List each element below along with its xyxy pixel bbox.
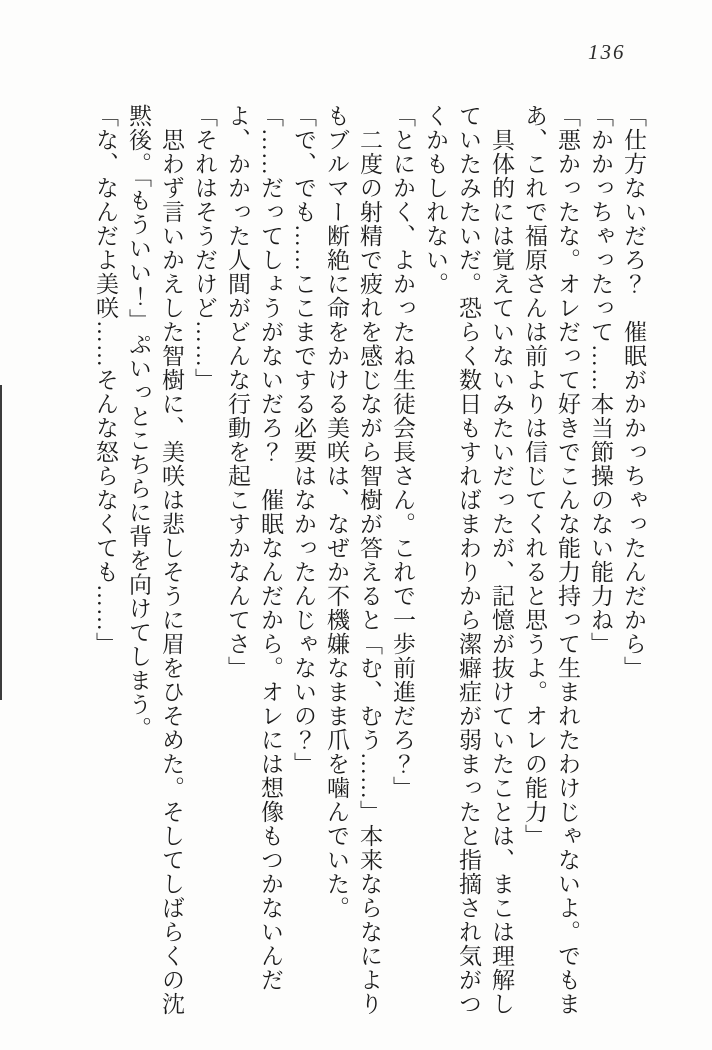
scan-artifact-line bbox=[0, 385, 2, 700]
paragraph-dialogue-7: 「それはそうだけど……」 bbox=[192, 104, 217, 392]
page-number: 136 bbox=[588, 40, 626, 64]
paragraph-dialogue-3: 「悪かったな。オレだって好きでこんな能力持って生まれたわけじゃないよ。でもまあ、これで福原さんは前よりは信じてくれると思うよ。オレの能力」 bbox=[522, 104, 580, 1016]
paragraph-dialogue-1: 「仕方ないだろ？ 催眠がかかっちゃったんだから」 bbox=[621, 104, 646, 680]
text-block bbox=[89, 104, 650, 1016]
paragraph-dialogue-5: 「で、でも……ここまでする必要はなかったんじゃないの？」 bbox=[291, 104, 316, 776]
paragraph-narration-3: 思わず言いかえした智樹に、美咲は悲しそうに眉をひそめた。そしてしばらくの沈黙後。「もういい！」ぷいっとこちらに背を向けてしまう。 bbox=[126, 104, 184, 1016]
paragraph-dialogue-2: 「かかっちゃったって……本当節操のない能力ね」 bbox=[588, 104, 613, 656]
paragraph-narration-2: 二度の射精で疲れを感じながら智樹が答えると「む、むう……」本来ならなによりもブルマー断絶に命をかける美咲は、なぜか不機嫌なまま爪を噛んでいた。 bbox=[324, 104, 382, 1016]
paragraph-dialogue-6: 「……だってしょうがないだろ？ 催眠なんだから。オレには想像もつかないんだよ、かかった人間がどんな行動を起こすかなんてさ」 bbox=[225, 104, 283, 992]
paragraph-narration-1: 具体的には覚えていないみたいだったが、記憶が抜けていたことは、まこは理解していたみたいだ。恐らく数日もすればまわりから潔癖症が弱まったと指摘され気がつくかもしれない。 bbox=[423, 104, 514, 1016]
paragraph-dialogue-4: 「とにかく、よかったね生徒会長さん。これで一歩前進だろ？」 bbox=[390, 104, 415, 800]
paragraph-dialogue-8: 「な、なんだよ美咲……そんな怒らなくても……」 bbox=[93, 104, 118, 656]
